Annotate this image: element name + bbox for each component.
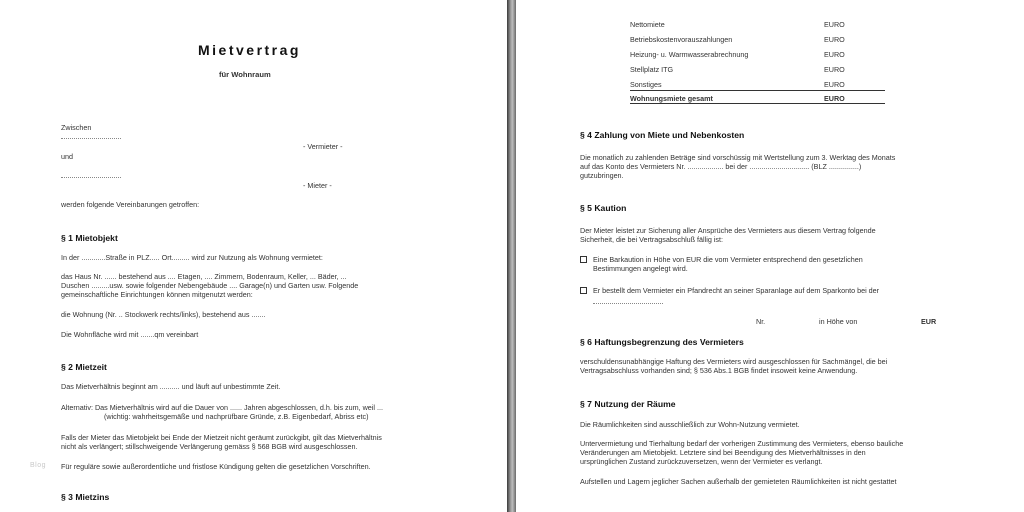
watermark-text: Blog [30,462,47,469]
section-7-heading: § 7 Nutzung der Räume [580,399,676,409]
s5-line-1: Der Mieter leistet zur Sicherung aller Ansprüche des Vermieters aus diesem Vertrag folgende [580,226,876,235]
s2-line-5: nicht als verlängert; stillschweigende Verlängerung gemäss § 568 BGB wird ausgeschlossen. [61,442,358,451]
s7-line-2: Untervermietung und Tierhaltung bedarf der vorherigen Zustimmung des Vermieters, ebenso bauliche [580,439,904,448]
s5-option-1a: Eine Barkaution in Höhe von EUR die vom Vermieter entsprechend den gesetzlichen [593,255,863,264]
section-3-heading: § 3 Mietzins [61,492,110,502]
s1-line-4: gemeinschaftliche Einrichtungen können mitgenutzt werden: [61,290,253,299]
rent-row-label: Betriebskostenvorauszahlungen [630,35,733,44]
s2-line-2: Alternativ: Das Mietverhältnis wird auf die Dauer von ...... Jahren abgeschlossen, d.h. bis zum, weil ... [61,403,383,412]
deposit-cash-checkbox[interactable] [580,256,587,263]
section-5-heading: § 5 Kaution [580,203,627,213]
rent-total-currency: EURO [824,94,845,103]
s7-line-1: Die Räumlichkeiten sind ausschließlich zur Wohn-Nutzung vermietet. [580,420,800,429]
s5-eur-label: EUR [921,317,937,326]
s5-nr-label: Nr. [756,317,766,326]
rent-row-label: Stellplatz ITG [630,65,674,74]
rent-total-label: Wohnungsmiete gesamt [630,94,713,103]
party-vermieter: - Vermieter - [303,142,343,151]
s2-line-6: Für reguläre sowie außerordentliche und fristlose Kündigung gelten die gesetzlichen Vorschriften. [61,462,371,471]
tenant-name-line [61,176,121,178]
rent-total-rule [630,103,885,104]
landlord-name-line [61,137,121,139]
rent-row-currency: EURO [824,50,845,59]
document-subtitle: für Wohnraum [219,70,271,79]
page-gutter [507,0,516,512]
s7-line-3: Veränderungen am Mietobjekt. Letztere sind bei Beendigung des Mietverhältnisses in den [580,448,866,457]
s5-amount-label: in Höhe von [819,317,858,326]
party-zwischen: Zwischen [61,123,92,132]
s1-line-3: Duschen .........usw. sowie folgender Nebengebäude .... Garage(n) und Garten usw. Folgende [61,281,359,290]
rent-row-label: Sonstiges [630,80,662,89]
s6-line-2: Vertragsabschluss vorhanden sind; § 536 Abs.1 BGB findet insoweit keine Anwendung. [580,366,858,375]
rent-row-label: Heizung- u. Warmwasserabrechnung [630,50,749,59]
agreement-text: werden folgende Vereinbarungen getroffen: [61,200,200,209]
document-page-left [0,0,507,512]
deposit-pledge-checkbox[interactable] [580,287,587,294]
s2-line-3: (wichtig: wahrheitsgemäße und nachprüfbare Gründe, z.B. Eigenbedarf, Abriss etc) [104,412,369,421]
s4-line-3: gutzubringen. [580,171,624,180]
s6-line-1: verschuldensunabhängige Haftung des Vermieters wird ausgeschlossen für Sachmängel, die bei [580,357,888,366]
rent-row-currency: EURO [824,35,845,44]
s1-line-5: die Wohnung (Nr. .. Stockwerk rechts/links), bestehend aus ....... [61,310,266,319]
s5-line-2: Sicherheit, die bei Vertragsabschluß fällig ist: [580,235,724,244]
section-4-heading: § 4 Zahlung von Miete und Nebenkosten [580,130,745,140]
party-mieter: - Mieter - [303,181,332,190]
rent-row-currency: EURO [824,65,845,74]
rent-sum-rule [630,90,885,91]
s7-line-5: Aufstellen und Lagern jeglicher Sachen außerhalb der gemieteten Räumlichkeiten ist nicht gestattet [580,477,897,486]
document-page-right [516,0,1024,512]
s2-line-4: Falls der Mieter das Mietobjekt bei Ende der Mietzeit nicht geräumt zurückgibt, gilt das Mietverhältnis [61,433,382,442]
s4-line-2: auf das Konto des Vermieters Nr. .................. bei der .............................. (BLZ ...............) [580,162,862,171]
s1-line-6: Die Wohnfläche wird mit .......qm vereinbart [61,330,199,339]
s7-line-4: ursprünglichen Zustand zurückzuversetzen, wenn der Vermieter es verlangt. [580,457,823,466]
s2-line-1: Das Mietverhältnis beginnt am .......... und läuft auf unbestimmte Zeit. [61,382,281,391]
party-und: und [61,152,73,161]
rent-row-currency: EURO [824,20,845,29]
section-1-heading: § 1 Mietobjekt [61,233,118,243]
s5-option-1b: Bestimmungen angelegt wird. [593,264,688,273]
document-title: Mietvertrag [198,42,301,58]
s1-line-2: das Haus Nr. ...... bestehend aus .... Etagen, .... Zimmern, Bodenraum, Keller, ... Bäder, ... [61,272,347,281]
s4-line-1: Die monatlich zu zahlenden Beträge sind vorschüssig mit Wertstellung zum 3. Werktag des Monats [580,153,896,162]
section-2-heading: § 2 Mietzeit [61,362,107,372]
section-6-heading: § 6 Haftungsbegrenzung des Vermieters [580,337,744,347]
s1-line-1: In der ............Straße in PLZ..... Ort......... wird zur Nutzung als Wohnung vermietet: [61,253,323,262]
rent-row-currency: EURO [824,80,845,89]
bank-name-line [593,302,663,304]
rent-row-label: Nettomiete [630,20,665,29]
s5-option-2: Er bestellt dem Vermieter ein Pfandrecht an seiner Sparanlage auf dem Sparkonto bei der [593,286,880,295]
